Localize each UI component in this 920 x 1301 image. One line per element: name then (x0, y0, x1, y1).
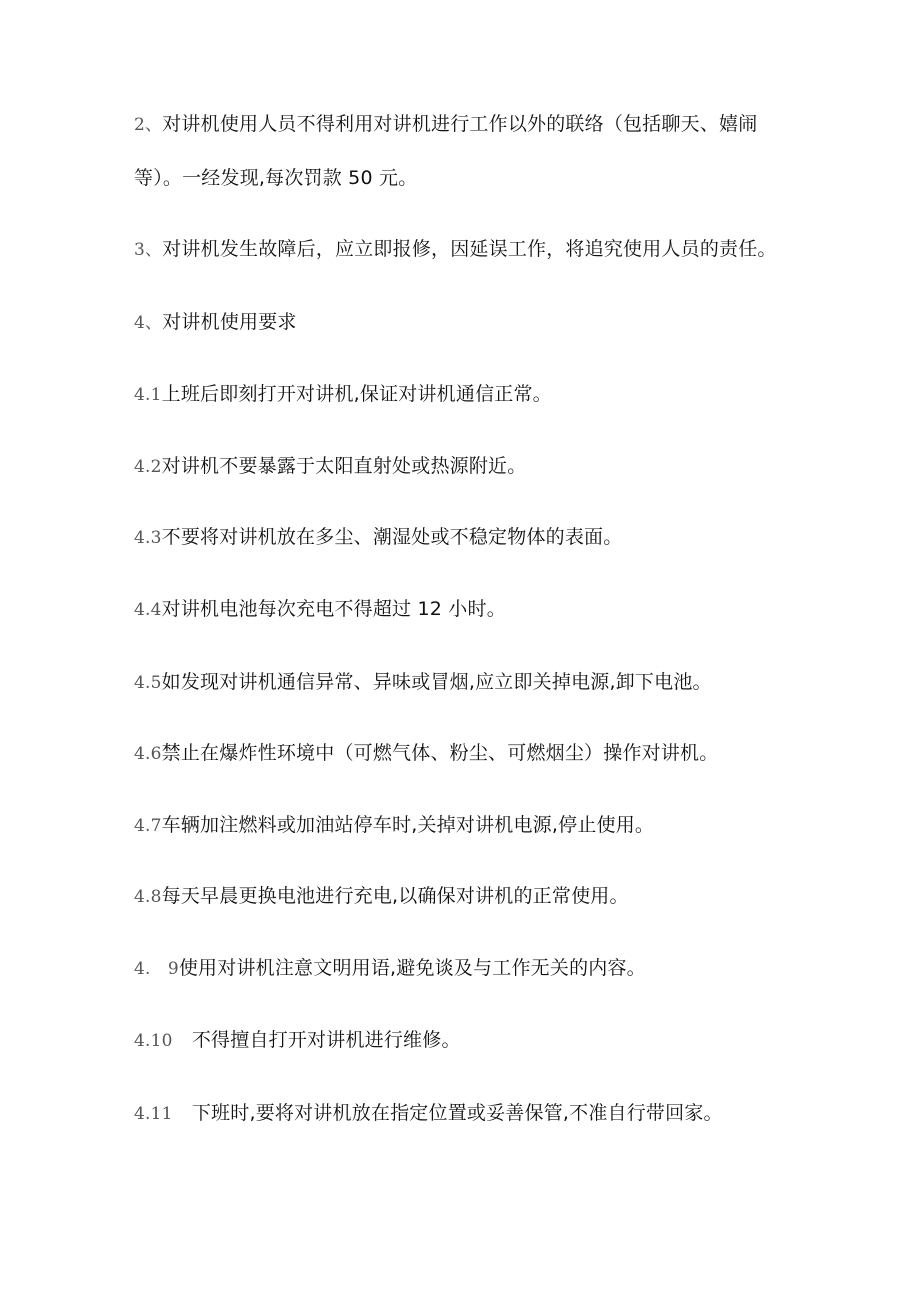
paragraph-4-6 (134, 740, 718, 767)
paragraph-3 (134, 236, 777, 263)
paragraph-number: 4.5 (134, 673, 162, 693)
paragraph-text: 如发现对讲机通信异常、异味或冒烟,应立即关掉电源,卸下电池。 (161, 671, 712, 693)
paragraph-4 (134, 309, 297, 336)
paragraph-text: 不得擅自打开对讲机进行维修。 (172, 1029, 461, 1051)
paragraph-text: 对讲机电池每次充电不得超过 12 小时。 (161, 598, 506, 620)
paragraph-2-continuation (134, 165, 417, 192)
paragraph-text: 上班后即刻打开对讲机,保证对讲机通信正常。 (161, 383, 552, 405)
paragraph-number: 4. 9 (134, 959, 179, 979)
paragraph-text: 不要将对讲机放在多尘、潮湿处或不稳定物体的表面。 (161, 526, 623, 548)
paragraph-text: 对讲机发生故障后，应立即报修，因延误工作，将追究使用人员的责任。 (162, 238, 777, 260)
paragraph-text: 禁止在爆炸性环境中（可燃气体、粉尘、可燃烟尘）操作对讲机。 (161, 742, 719, 764)
paragraph-text: 使用对讲机注意文明用语,避免谈及与工作无关的内容。 (178, 957, 646, 979)
paragraph-number: 4.10 (134, 1031, 173, 1051)
paragraph-4-9 (134, 955, 646, 982)
paragraph-4-1 (134, 381, 552, 408)
paragraph-4-3 (134, 524, 622, 551)
paragraph-number: 4.7 (134, 816, 162, 836)
paragraph-number: 4.4 (134, 600, 162, 620)
paragraph-text: 车辆加注燃料或加油站停车时,关掉对讲机电源,停止使用。 (161, 814, 655, 836)
paragraph-text: 每天早晨更换电池进行充电,以确保对讲机的正常使用。 (161, 885, 629, 907)
paragraph-4-10 (134, 1027, 461, 1054)
paragraph-4-5 (134, 669, 712, 696)
paragraph-4-11 (134, 1100, 723, 1127)
paragraph-4-2 (134, 453, 526, 480)
paragraph-4-4 (134, 596, 506, 623)
paragraph-2 (134, 111, 757, 138)
paragraph-text: 下班时,要将对讲机放在指定位置或妥善保管,不准自行带回家。 (172, 1102, 723, 1124)
paragraph-number: 4.6 (134, 744, 162, 764)
paragraph-number: 3、 (134, 240, 163, 260)
paragraph-text: 对讲机不要暴露于太阳直射处或热源附近。 (161, 455, 527, 477)
paragraph-text: 等）。一经发现,每次罚款 50 元。 (134, 167, 418, 189)
paragraph-number: 4.8 (134, 887, 162, 907)
paragraph-number: 4.2 (134, 457, 162, 477)
paragraph-text: 对讲机使用人员不得利用对讲机进行工作以外的联络（包括聊天、嬉闹 (162, 113, 758, 135)
paragraph-number: 4.3 (134, 528, 162, 548)
paragraph-number: 2、 (134, 115, 163, 135)
paragraph-number: 4、 (134, 313, 163, 333)
paragraph-4-7 (134, 812, 654, 839)
paragraph-4-8 (134, 883, 629, 910)
paragraph-text: 对讲机使用要求 (162, 311, 297, 333)
paragraph-number: 4.11 (134, 1104, 173, 1124)
paragraph-number: 4.1 (134, 385, 162, 405)
